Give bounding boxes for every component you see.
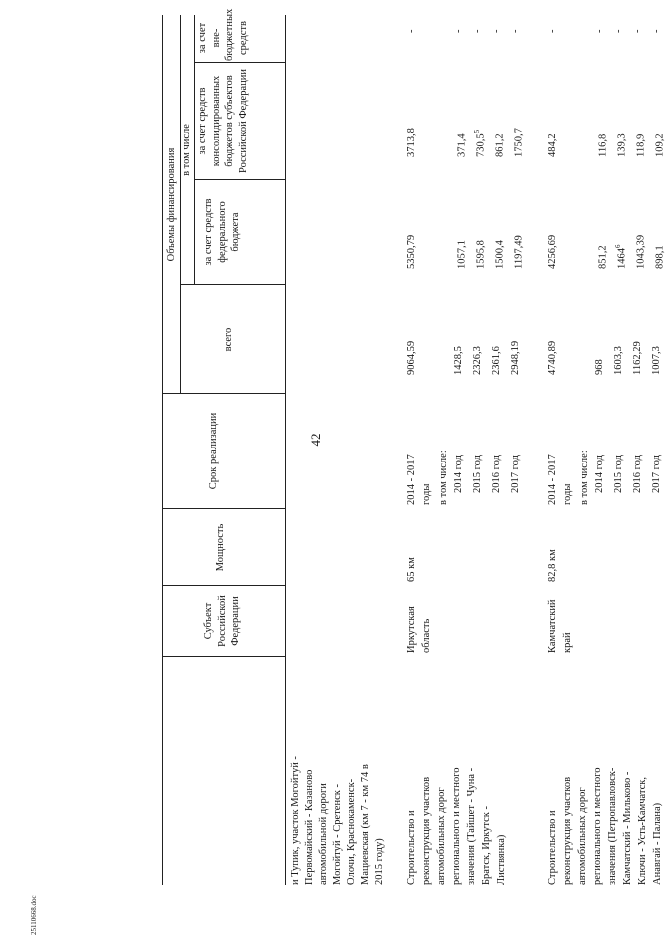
project-object-line: Братск, Иркутск - xyxy=(481,805,492,885)
year-federal-value: 1043,39 xyxy=(635,234,647,269)
year-regional xyxy=(490,133,507,157)
header-extrabudget: за счет вне-бюджетных средств xyxy=(197,8,249,61)
project-total-all: 9064,59 xyxy=(406,340,417,375)
header-including: в том числе xyxy=(181,124,192,176)
continued-object-line: 2015 году) xyxy=(374,838,385,885)
financing-table xyxy=(162,8,666,885)
project-object-line: значения (Тайшет - Чуна - xyxy=(466,767,477,885)
year-regional-value: 861,2 xyxy=(494,133,506,157)
header-regional: за счет средств консолидированных бюджетов субъектов Российской Федерации xyxy=(197,69,249,173)
year-regional xyxy=(612,133,629,157)
project-object-line: регионального и местного xyxy=(451,767,462,885)
year-regional-value: 139,3 xyxy=(616,133,628,157)
col-rule-subject xyxy=(162,656,286,657)
year-total: 1428,5 xyxy=(453,346,464,375)
header-financing-title: Объемы финансирования xyxy=(166,147,177,262)
col-rule-extra xyxy=(194,62,286,63)
year-regional-value: 730,5 xyxy=(475,133,487,157)
year-regional-value: 118,9 xyxy=(635,133,647,157)
year-regional-value: 109,2 xyxy=(654,133,666,157)
year-regional xyxy=(650,133,667,157)
year-extra: - xyxy=(651,29,662,33)
year-federal xyxy=(650,245,667,269)
year-label: 2017 год xyxy=(651,455,662,493)
project-object-line: Ключи - Усть-Камчатск, xyxy=(637,777,648,885)
year-federal-value: 898,1 xyxy=(654,245,666,269)
year-regional xyxy=(452,133,469,157)
year-regional-value: 116,8 xyxy=(597,133,609,157)
project-period-line: годы xyxy=(562,483,573,505)
project-total-federal: 5350,79 xyxy=(406,234,417,269)
header-period: Срок реализации xyxy=(208,412,219,490)
project-object-line: значения (Петропавловск- xyxy=(607,767,618,885)
project-subject-line: Иркутская xyxy=(406,606,417,653)
year-extra: - xyxy=(632,29,643,33)
year-regional-value: 371,4 xyxy=(456,133,468,157)
year-regional-value: 1750,7 xyxy=(513,128,525,157)
year-total: 2326,3 xyxy=(472,346,483,375)
continued-object-line: и Тупик, участок Могойтуй - xyxy=(290,756,301,885)
year-regional xyxy=(509,128,526,157)
year-federal-value: 1595,8 xyxy=(475,240,487,269)
year-total: 2948,19 xyxy=(510,340,521,375)
year-federal-value: 1464 xyxy=(616,248,628,269)
page-number: 42 xyxy=(308,433,323,447)
year-label: 2017 год xyxy=(510,455,521,493)
col-rule-period xyxy=(162,508,286,509)
year-extra: - xyxy=(594,29,605,33)
including-rule xyxy=(194,15,195,285)
footer-filename: 25110668.doc xyxy=(30,895,38,935)
header-capacity: Мощность xyxy=(215,523,226,572)
project-total-extra: - xyxy=(547,29,558,33)
project-total-federal: 4256,69 xyxy=(547,234,558,269)
continued-object-line: Могойтуй - Сретенск - xyxy=(332,784,343,885)
project-subject-line: край xyxy=(562,632,573,653)
year-label: 2014 год xyxy=(594,455,605,493)
project-object-line: Анавгай - Палана) xyxy=(652,802,663,885)
year-regional-footnote: 5 xyxy=(473,129,481,134)
year-label: 2014 год xyxy=(453,455,464,493)
project-total-extra: - xyxy=(406,29,417,33)
year-total: 968 xyxy=(594,359,605,375)
year-total: 1007,3 xyxy=(651,346,662,375)
continued-object-line: Первомайский - Казаново xyxy=(304,769,315,885)
project-object-line: автомобильных дорог xyxy=(577,787,588,885)
project-capacity: 82,8 км xyxy=(547,549,558,582)
project-period-line: 2014 - 2017 xyxy=(406,454,417,505)
year-federal xyxy=(490,240,507,269)
year-extra: - xyxy=(613,29,624,33)
year-regional xyxy=(631,134,648,157)
table-top-rule xyxy=(162,15,163,885)
year-federal-value: 1197,49 xyxy=(513,235,525,269)
year-extra: - xyxy=(510,29,521,33)
project-period-line: 2014 - 2017 xyxy=(547,454,558,505)
header-federal: за счет средств федерального бюджета xyxy=(203,198,241,266)
header-subject: Субъект Российской Федерации xyxy=(203,595,241,647)
project-total-regional: 3713,8 xyxy=(406,128,417,157)
year-federal-value: 851,2 xyxy=(597,245,609,269)
col-rule-regional xyxy=(194,179,286,180)
year-regional xyxy=(593,134,610,157)
project-subject-line: Камчатский xyxy=(547,599,558,653)
continued-object-line: Олочи, Краснокаменск- xyxy=(346,778,357,885)
year-federal xyxy=(452,240,469,269)
project-period-line: годы xyxy=(421,483,432,505)
project-object-line: реконструкция участков xyxy=(421,776,432,885)
year-label: 2015 год xyxy=(472,455,483,493)
year-federal-value: 1500,4 xyxy=(494,240,506,269)
year-federal xyxy=(471,240,488,269)
project-object-line: автомобильных дорог xyxy=(436,787,447,885)
year-total: 2361,6 xyxy=(491,346,502,375)
header-bottom-rule xyxy=(285,15,286,885)
year-federal xyxy=(509,235,526,269)
project-total-all: 4740,89 xyxy=(547,340,558,375)
project-object-line: Листвянка) xyxy=(496,834,507,885)
project-total-regional: 484,2 xyxy=(547,133,558,157)
year-label: 2016 год xyxy=(632,455,643,493)
year-regional xyxy=(471,130,488,157)
year-extra: - xyxy=(453,29,464,33)
project-object-line: регионального и местного xyxy=(592,767,603,885)
project-capacity: 65 км xyxy=(406,557,417,582)
project-object-line: реконструкция участков xyxy=(562,776,573,885)
project-object-line: Строительство и xyxy=(406,810,417,885)
header-total: всего xyxy=(223,327,234,352)
year-label: 2015 год xyxy=(613,455,624,493)
year-label: 2016 год xyxy=(491,455,502,493)
year-total: 1603,3 xyxy=(613,346,624,375)
project-subject-line: область xyxy=(421,618,432,653)
project-including-label: в том числе: xyxy=(438,450,449,505)
continued-object-line: автомобильной дороги xyxy=(318,783,329,885)
year-federal xyxy=(631,235,648,269)
year-federal xyxy=(612,245,629,270)
continued-object-line: Мациевская (км 7 - км 74 в xyxy=(360,764,371,885)
year-extra: - xyxy=(491,29,502,33)
year-federal-footnote: 6 xyxy=(614,244,622,248)
year-extra: - xyxy=(472,29,483,33)
col-rule-capacity xyxy=(162,585,286,586)
year-total: 1162,29 xyxy=(632,341,643,375)
project-object-line: Строительство и xyxy=(547,810,558,885)
project-including-label: в том числе: xyxy=(579,450,590,505)
project-object-line: Камчатский - Мильково - xyxy=(622,771,633,885)
year-federal xyxy=(593,245,610,269)
year-federal-value: 1057,1 xyxy=(456,240,468,269)
